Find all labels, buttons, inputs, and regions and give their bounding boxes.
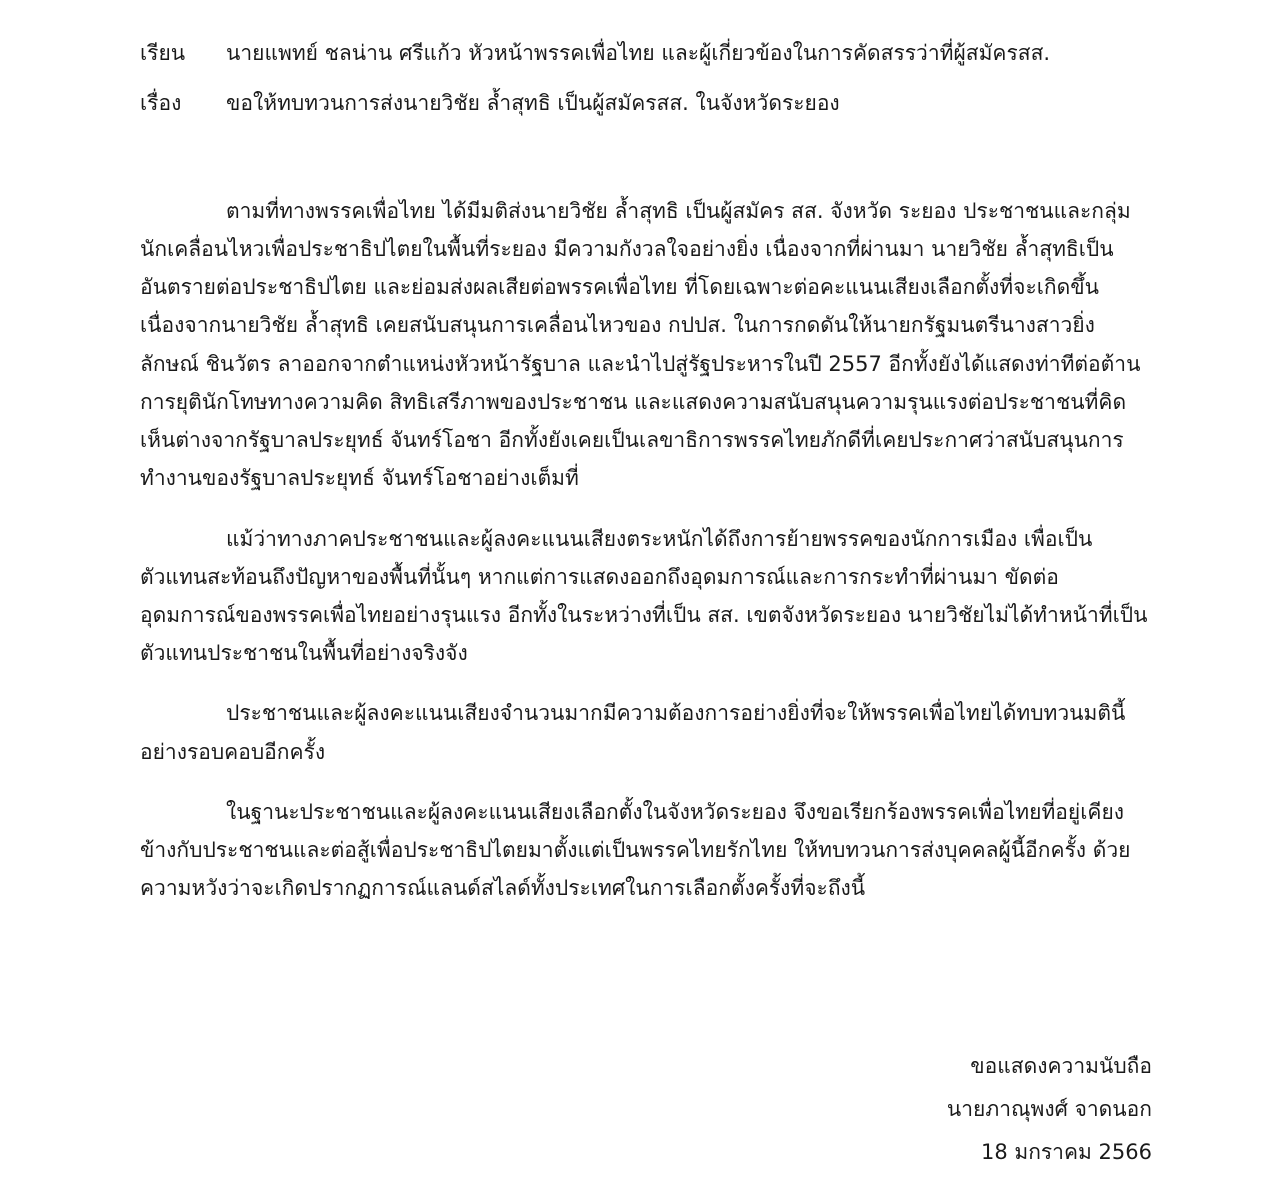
letter-body	[140, 192, 1152, 908]
signature-block	[947, 1045, 1152, 1174]
letter-header	[140, 34, 1152, 124]
subject-label: เรื่อง	[140, 90, 182, 115]
signature-name: นายภาณุพงศ์ จาดนอก	[946, 1096, 1152, 1121]
body-paragraph: ตามที่ทางพรรคเพื่อไทย ได้มีมติส่งนายวิชัย ล้ำสุทธิ เป็นผู้สมัคร สส. จังหวัด ระยอง ประชาชนและกลุ่มนักเคลื่อนไหวเพื่อประชาธิปไตยในพื้นที่ระยอง มีความกังวลใจอย่างยิ่ง เนื่องจากที่ผ่านมา นายวิชัย ล้ำสุทธิเป็นอันตรายต่อประชาธิปไตย และย่อมส่งผลเสียต่อพรรคเพื่อไทย ที่โดยเฉพาะต่อคะแนนเสียงเลือกตั้งที่จะเกิดขึ้น เนื่องจากนายวิชัย ล้ำสุทธิ เคยสนับสนุนการเคลื่อนไหวของ กปปส. ในการกดดันให้นายกรัฐมนตรีนางสาวยิ่งลักษณ์ ชินวัตร ลาออกจากตำแหน่งหัวหน้ารัฐบาล และนำไปสู่รัฐประหารในปี 2557 อีกทั้งยังได้แสดงท่าทีต่อต้านการยุตินักโทษทางความคิด สิทธิเสรีภาพของประชาชน และแสดงความสนับสนุนความรุนแรงต่อประชาชนที่คิดเห็นต่างจากรัฐบาลประยุทธ์ จันทร์โอชา อีกทั้งยังเคยเป็นเลขาธิการพรรคไทยภักดีที่เคยประกาศว่าสนับสนุนการทำงานของรัฐบาลประยุทธ์ จันทร์โอชาอย่างเต็มที่	[140, 198, 1141, 491]
signature-closing: ขอแสดงความนับถือ	[970, 1053, 1152, 1078]
header-line-addressee	[140, 34, 1152, 74]
subject-value: ขอให้ทบทวนการส่งนายวิชัย ล้ำสุทธิ เป็นผู้สมัครสส. ในจังหวัดระยอง	[226, 90, 840, 115]
body-paragraph: แม้ว่าทางภาคประชาชนและผู้ลงคะแนนเสียงตระหนักได้ถึงการย้ายพรรคของนักการเมือง เพื่อเป็นตัวแทนสะท้อนถึงปัญหาของพื้นที่นั้นๆ หากแต่การแสดงออกถึงอุดมการณ์และการกระทำที่ผ่านมา ขัดต่ออุดมการณ์ของพรรคเพื่อไทยอย่างรุนแรง อีกทั้งในระหว่างที่เป็น สส. เขตจังหวัดระยอง นายวิชัยไม่ได้ทำหน้าที่เป็นตัวแทนประชาชนในพื้นที่อย่างจริงจัง	[140, 526, 1148, 666]
signature-date: 18 มกราคม 2566	[980, 1139, 1152, 1164]
body-paragraph: ประชาชนและผู้ลงคะแนนเสียงจำนวนมากมีความต้องการอย่างยิ่งที่จะให้พรรคเพื่อไทยได้ทบทวนมตินี้อย่างรอบคอบอีกครั้ง	[140, 701, 1126, 764]
addressee-value: นายแพทย์ ชลน่าน ศรีแก้ว หัวหน้าพรรคเพื่อไทย และผู้เกี่ยวข้องในการคัดสรรว่าที่ผู้สมัครสส.	[226, 41, 1051, 65]
body-paragraph: ในฐานะประชาชนและผู้ลงคะแนนเสียงเลือกตั้งในจังหวัดระยอง จึงขอเรียกร้องพรรคเพื่อไทยที่อยู่เคียงข้างกับประชาชนและต่อสู้เพื่อประชาธิปไตยมาตั้งแต่เป็นพรรคไทยรักไทย ให้ทบทวนการส่งบุคคลผู้นี้อีกครั้ง ด้วยความหวังว่าจะเกิดปรากฏการณ์แลนด์สไลด์ทั้งประเทศในการเลือกตั้งครั้งที่จะถึงนี้	[140, 799, 1131, 901]
addressee-label: เรียน	[140, 41, 186, 65]
header-line-subject	[140, 84, 1152, 124]
